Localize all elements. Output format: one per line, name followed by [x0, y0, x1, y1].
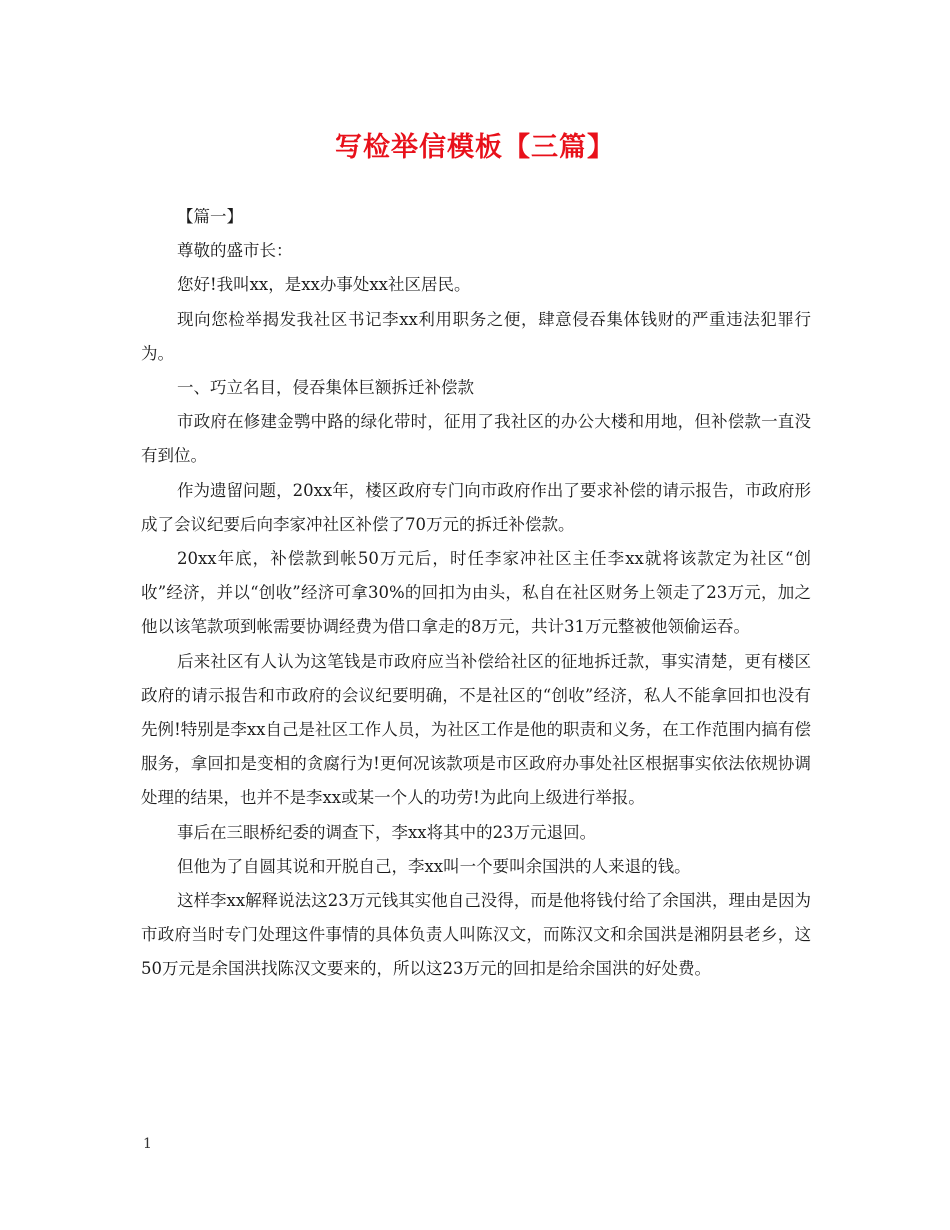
paragraph: 但他为了自圆其说和开脱自己，李xx叫一个要叫余国洪的人来退的钱。 [177, 856, 691, 876]
section-heading: 【篇一】 [177, 207, 243, 226]
paragraph: 市政府在修建金鹗中路的绿化带时，征用了我社区的办公大楼和用地，但补偿款一直没有到位。 [141, 412, 811, 466]
paragraph: 这样李xx解释说法这23万元钱其实他自己没得，而是他将钱付给了余国洪，理由是因为市政府当时专门处理这件事情的具体负责人叫陈汉文，而陈汉文和余国洪是湘阴县老乡，这50万元是余国洪找陈汉文要来的，所以这23万元的回扣是给余国洪的好处费。 [141, 891, 811, 979]
paragraph: 现向您检举揭发我社区书记李xx利用职务之便，肆意侵吞集体钱财的严重违法犯罪行为。 [141, 309, 811, 363]
paragraph: 20xx年底，补偿款到帐50万元后，时任李家冲社区主任李xx就将该款定为社区“创收”经济，并以“创收”经济可拿30%的回扣为由头，私自在社区财务上领走了23万元，加之他以该笔款项到帐需要协调经费为借口拿走的8万元，共计31万元整被他领偷运吞。 [141, 549, 811, 637]
paragraph: 后来社区有人认为这笔钱是市政府应当补偿给社区的征地拆迁款，事实清楚，更有楼区政府的请示报告和市政府的会议纪要明确，不是社区的“创收”经济，私人不能拿回扣也没有先例!特别是李xx自己是社区工作人员，为社区工作是他的职责和义务，在工作范围内搞有偿服务，拿回扣是变相的贪腐行为!更何况该款项是市区政府办事处社区根据事实依法依规协调处理的结果，也并不是李xx或某一个人的功劳!为此向上级进行举报。 [141, 651, 811, 808]
document-body [141, 200, 811, 987]
subsection-heading: 一、巧立名目，侵吞集体巨额拆迁补偿款 [177, 378, 474, 398]
paragraph: 作为遗留问题，20xx年，楼区政府专门向市政府作出了要求补偿的请示报告，市政府形成了会议纪要后向李家冲社区补偿了70万元的拆迁补偿款。 [141, 480, 811, 534]
paragraph: 事后在三眼桥纪委的调查下，李xx将其中的23万元退回。 [177, 822, 597, 842]
salutation: 尊敬的盛市长： [177, 241, 293, 261]
page-number: 1 [143, 1136, 152, 1152]
document-title: 写检举信模板【三篇】 [335, 132, 615, 163]
paragraph: 您好!我叫xx，是xx办事处xx社区居民。 [177, 275, 471, 295]
